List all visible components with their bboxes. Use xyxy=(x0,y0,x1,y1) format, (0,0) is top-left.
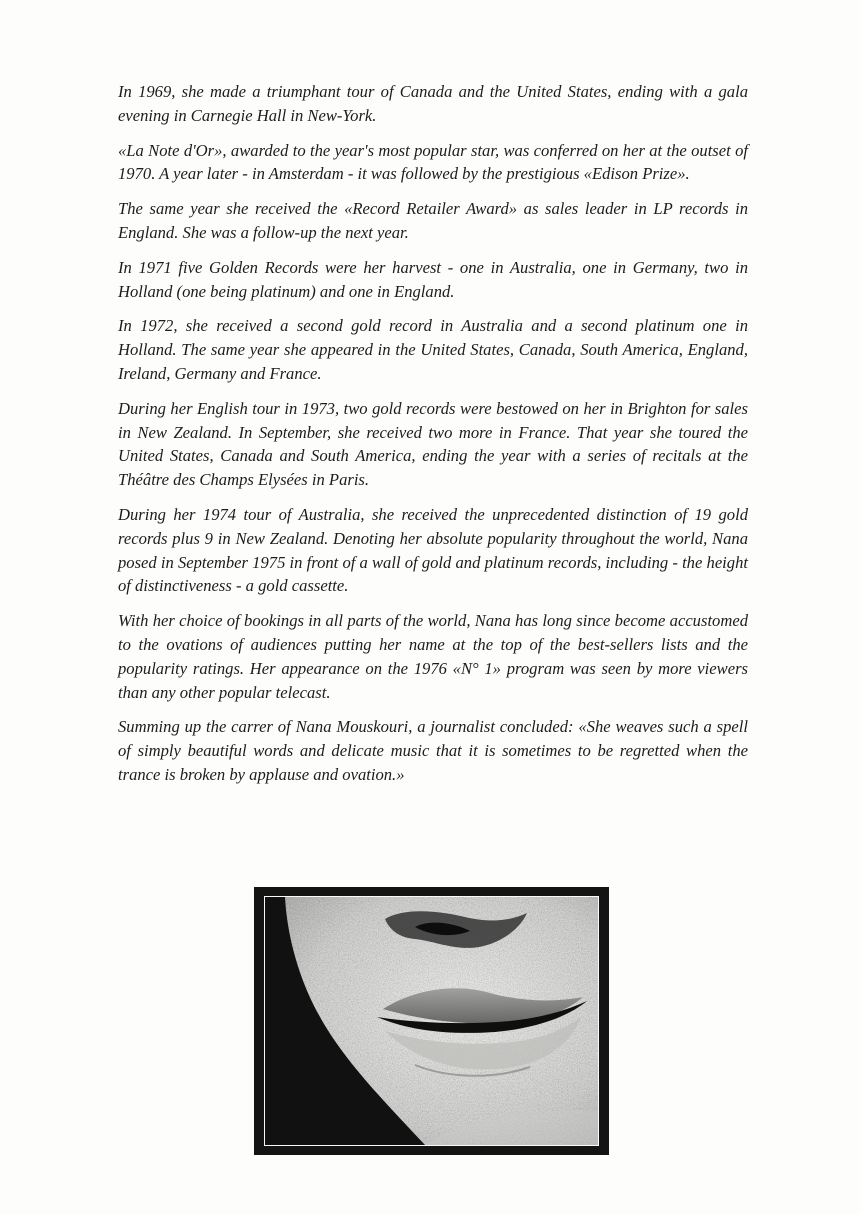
photo-frame xyxy=(254,887,609,1155)
paragraph-summary-quote: Summing up the carrer of Nana Mouskouri, a journalist concluded: «She weaves such a spell of simply beautiful words and delicate music that it is sometimes to be regretted when the trance is broken by applause and ovation.» xyxy=(118,717,748,784)
paragraph-bookings: With her choice of bookings in all parts of the world, Nana has long since become accustomed to the ovations of audiences putting her name at the top of the best-sellers lists and the popularity ratings. Her appearance on the 1976 «N° 1» program was seen by more viewers than any other popular telecast. xyxy=(118,611,748,702)
lips-closeup-photo-icon xyxy=(264,896,599,1146)
paragraph-1973-english-tour: During her English tour in 1973, two gold records were bestowed on her in Brighton for sales in New Zealand. In September, she received two more in France. That year she toured the United States, Canada and South America, ending the year with a series of recitals at the Théâtre des Champs Elysées in Paris. xyxy=(118,398,748,490)
paragraph-1969-tour: In 1969, she made a triumphant tour of Canada and the United States, ending with a gala evening in Carnegie Hall in New-York. xyxy=(118,82,748,125)
paragraph-1974-australia: During her 1974 tour of Australia, she received the unprecedented distinction of 19 gold records plus 9 in New Zealand. Denoting her absolute popularity throughout the world, Nana posed in September 1975 in front of a wall of gold and platinum records, including - the height of distinctiveness - a gold cassette. xyxy=(118,504,748,596)
paragraph-1971-golden-records: In 1971 five Golden Records were her harvest - one in Australia, one in Germany, two in Holland (one being platinum) and one in England. xyxy=(118,257,748,301)
article-body xyxy=(118,80,748,798)
paragraph-1972: In 1972, she received a second gold record in Australia and a second platinum one in Holland. The same year she appeared in the United States, Canada, South America, England, Ireland, Germany and France. xyxy=(118,316,748,383)
paragraph-note-dor: «La Note d'Or», awarded to the year's most popular star, was conferred on her at the outset of 1970. A year later - in Amsterdam - it was followed by the prestigious «Edison Prize». xyxy=(118,140,748,184)
paragraph-record-retailer: The same year she received the «Record Retailer Award» as sales leader in LP records in England. She was a follow-up the next year. xyxy=(118,199,748,242)
